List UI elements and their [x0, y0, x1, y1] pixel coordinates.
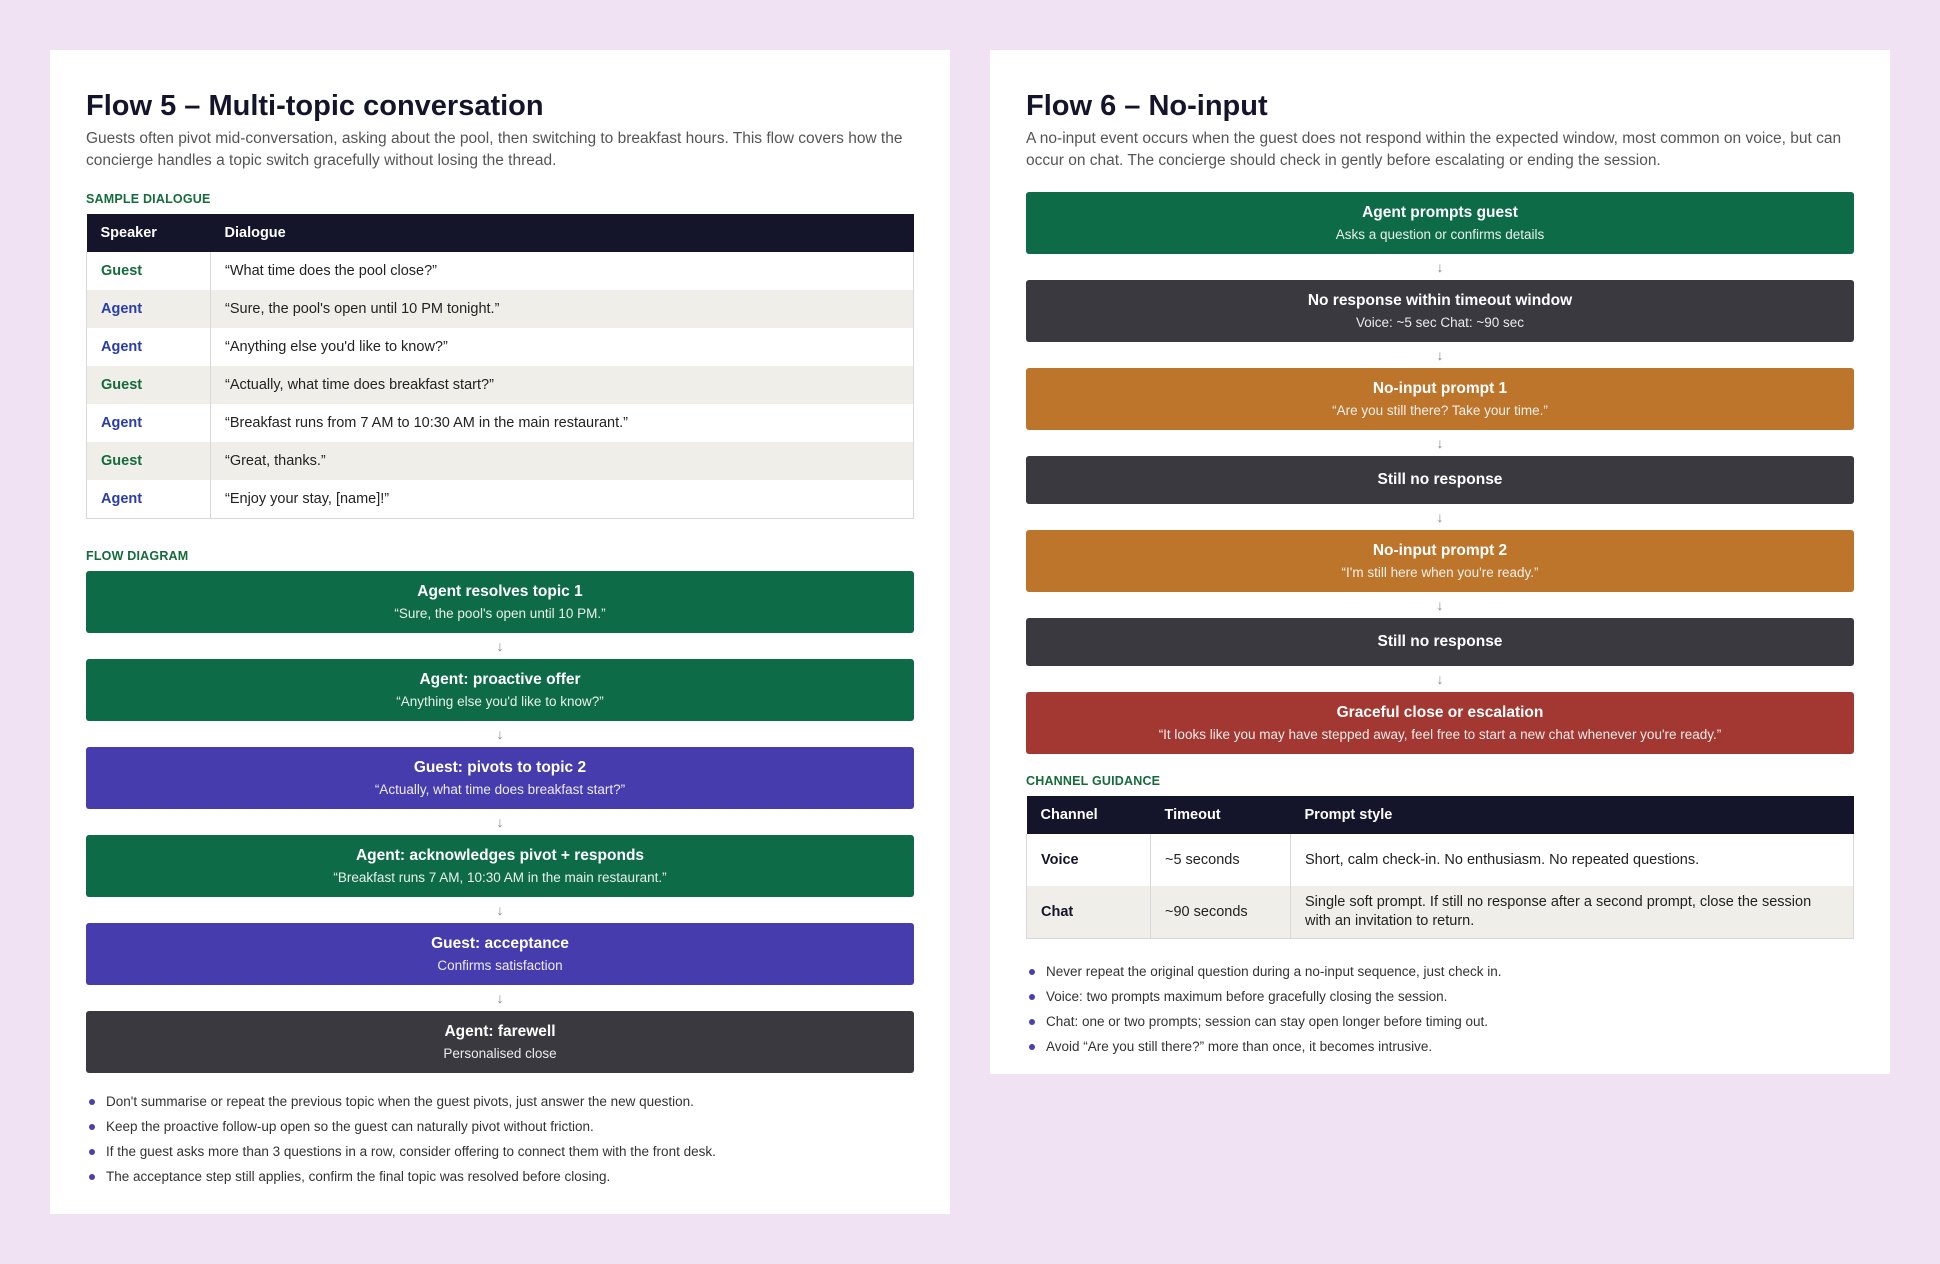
- dialogue-cell: “Breakfast runs from 7 AM to 10:30 AM in the main restaurant.”: [211, 404, 914, 442]
- flow-node-title: Guest: pivots to topic 2: [413, 758, 587, 776]
- flow-node-title: Agent: acknowledges pivot + responds: [355, 846, 645, 864]
- flow-node: [1026, 280, 1854, 342]
- flow5-title: Flow 5 – Multi-topic conversation: [86, 90, 544, 122]
- flow-node-subtitle: Confirms satisfaction: [437, 957, 563, 973]
- speaker-cell: Agent: [87, 328, 211, 366]
- dialogue-cell: “Great, thanks.”: [211, 442, 914, 480]
- flow-node-subtitle: Personalised close: [443, 1045, 557, 1061]
- flow-node-title: Still no response: [1377, 633, 1503, 650]
- speaker-cell: Agent: [87, 480, 211, 519]
- dialogue-table: [86, 214, 914, 519]
- flow-node-subtitle: “Actually, what time does breakfast start?”: [374, 781, 626, 797]
- col-channel: Channel: [1027, 796, 1151, 834]
- dialogue-cell: “Enjoy your stay, [name]!”: [211, 480, 914, 519]
- table-row: [87, 442, 914, 480]
- flow-node-subtitle: “Breakfast runs 7 AM, 10:30 AM in the main restaurant.”: [333, 869, 667, 885]
- flow-node-title: Agent prompts guest: [1362, 203, 1518, 221]
- flow6-title: Flow 6 – No-input: [1026, 90, 1268, 122]
- flow-node: [1026, 692, 1854, 754]
- dialogue-cell: “Sure, the pool's open until 10 PM tonight.”: [211, 290, 914, 328]
- down-arrow-icon: ↓: [496, 990, 504, 1006]
- flow-node: [86, 923, 914, 985]
- down-arrow-icon: ↓: [496, 814, 504, 830]
- flow5-card: [50, 50, 950, 1214]
- table-row: [87, 404, 914, 442]
- flow6-intro: A no-input event occurs when the guest does not respond within the expected window, most common on voice, but can occur on chat. The concierge should check in gently before escalating or ending the session.: [1026, 130, 1842, 169]
- table-row: [87, 290, 914, 328]
- channel-cell: Chat: [1027, 886, 1151, 939]
- dialogue-cell: “Anything else you'd like to know?”: [211, 328, 914, 366]
- flow-node-title: No response within timeout window: [1307, 291, 1573, 309]
- dialogue-cell: “Actually, what time does breakfast start?”: [211, 366, 914, 404]
- list-item: Never repeat the original question during a no-input sequence, just check in.: [1026, 959, 1854, 984]
- table-row: [1027, 886, 1854, 939]
- flow5-bullets: [86, 1089, 914, 1189]
- table-row: [87, 366, 914, 404]
- down-arrow-icon: ↓: [1436, 259, 1444, 275]
- flow-node-subtitle: “It looks like you may have stepped away, feel free to start a new chat whenever you're ready.”: [1158, 726, 1722, 742]
- flow-node-subtitle: “Sure, the pool's open until 10 PM.”: [394, 605, 606, 621]
- list-item: Avoid “Are you still there?” more than once, it becomes intrusive.: [1026, 1034, 1854, 1059]
- flow-node-subtitle: Asks a question or confirms details: [1335, 226, 1545, 242]
- flow-node-subtitle: “I'm still here when you're ready.”: [1341, 564, 1539, 580]
- flow-node: [86, 571, 914, 633]
- flow-node-title: Still no response: [1377, 471, 1503, 488]
- flow6-card: [990, 50, 1890, 1074]
- flow-node: [1026, 456, 1854, 504]
- speaker-cell: Guest: [87, 366, 211, 404]
- col-speaker: Speaker: [87, 214, 211, 252]
- col-timeout: Timeout: [1151, 796, 1291, 834]
- list-item: The acceptance step still applies, confirm the final topic was resolved before closing.: [86, 1164, 914, 1189]
- channel-table: [1026, 796, 1854, 939]
- flow5-diagram: [86, 571, 914, 1073]
- speaker-cell: Guest: [87, 252, 211, 290]
- flow-node: [1026, 368, 1854, 430]
- flow-node: [1026, 530, 1854, 592]
- flow6-bullets: [1026, 959, 1854, 1059]
- sample-dialogue-label: SAMPLE DIALOGUE: [86, 192, 211, 206]
- flow-node-subtitle: “Anything else you'd like to know?”: [396, 693, 604, 709]
- flow-node-title: Graceful close or escalation: [1336, 703, 1544, 721]
- flow5-intro: Guests often pivot mid-conversation, asking about the pool, then switching to breakfast hours. This flow covers how the concierge handles a topic switch gracefully without losing the thread.: [86, 130, 903, 169]
- down-arrow-icon: ↓: [1436, 509, 1444, 525]
- flow-node: [86, 835, 914, 897]
- flow-node: [1026, 192, 1854, 254]
- flow-node-subtitle: “Are you still there? Take your time.”: [1332, 402, 1548, 418]
- down-arrow-icon: ↓: [496, 902, 504, 918]
- flow-node: [1026, 618, 1854, 666]
- table-row: [87, 328, 914, 366]
- list-item: Voice: two prompts maximum before gracefully closing the session.: [1026, 984, 1854, 1009]
- timeout-cell: ~90 seconds: [1151, 886, 1291, 939]
- flow-node: [86, 659, 914, 721]
- down-arrow-icon: ↓: [1436, 435, 1444, 451]
- flow6-diagram: [1026, 192, 1854, 754]
- channel-cell: Voice: [1027, 834, 1151, 886]
- flow-diagram-label: FLOW DIAGRAM: [86, 549, 189, 563]
- col-prompt-style: Prompt style: [1291, 796, 1854, 834]
- table-row: [1027, 834, 1854, 886]
- flow-node-title: Guest: acceptance: [431, 934, 569, 952]
- down-arrow-icon: ↓: [1436, 671, 1444, 687]
- list-item: If the guest asks more than 3 questions in a row, consider offering to connect them with the front desk.: [86, 1139, 914, 1164]
- flow-node-subtitle: Voice: ~5 sec Chat: ~90 sec: [1355, 314, 1525, 330]
- table-row: [87, 480, 914, 519]
- flow-node-title: No-input prompt 1: [1372, 379, 1508, 397]
- prompt-style-cell: Single soft prompt. If still no response after a second prompt, close the session with an invitation to return.: [1291, 886, 1854, 939]
- table-row: [87, 252, 914, 290]
- list-item: Don't summarise or repeat the previous topic when the guest pivots, just answer the new question.: [86, 1089, 914, 1114]
- down-arrow-icon: ↓: [496, 638, 504, 654]
- flow-node: [86, 747, 914, 809]
- list-item: Keep the proactive follow-up open so the guest can naturally pivot without friction.: [86, 1114, 914, 1139]
- down-arrow-icon: ↓: [1436, 347, 1444, 363]
- speaker-cell: Agent: [87, 404, 211, 442]
- channel-guidance-label: CHANNEL GUIDANCE: [1026, 774, 1161, 788]
- down-arrow-icon: ↓: [496, 726, 504, 742]
- down-arrow-icon: ↓: [1436, 597, 1444, 613]
- speaker-cell: Guest: [87, 442, 211, 480]
- speaker-cell: Agent: [87, 290, 211, 328]
- timeout-cell: ~5 seconds: [1151, 834, 1291, 886]
- list-item: Chat: one or two prompts; session can stay open longer before timing out.: [1026, 1009, 1854, 1034]
- prompt-style-cell: Short, calm check-in. No enthusiasm. No repeated questions.: [1291, 834, 1854, 886]
- dialogue-cell: “What time does the pool close?”: [211, 252, 914, 290]
- flow-node-title: Agent resolves topic 1: [417, 582, 583, 600]
- col-dialogue: Dialogue: [211, 214, 914, 252]
- flow-node-title: Agent: farewell: [444, 1022, 556, 1040]
- flow-node-title: Agent: proactive offer: [419, 670, 581, 688]
- flow-node: [86, 1011, 914, 1073]
- flow-node-title: No-input prompt 2: [1372, 541, 1508, 559]
